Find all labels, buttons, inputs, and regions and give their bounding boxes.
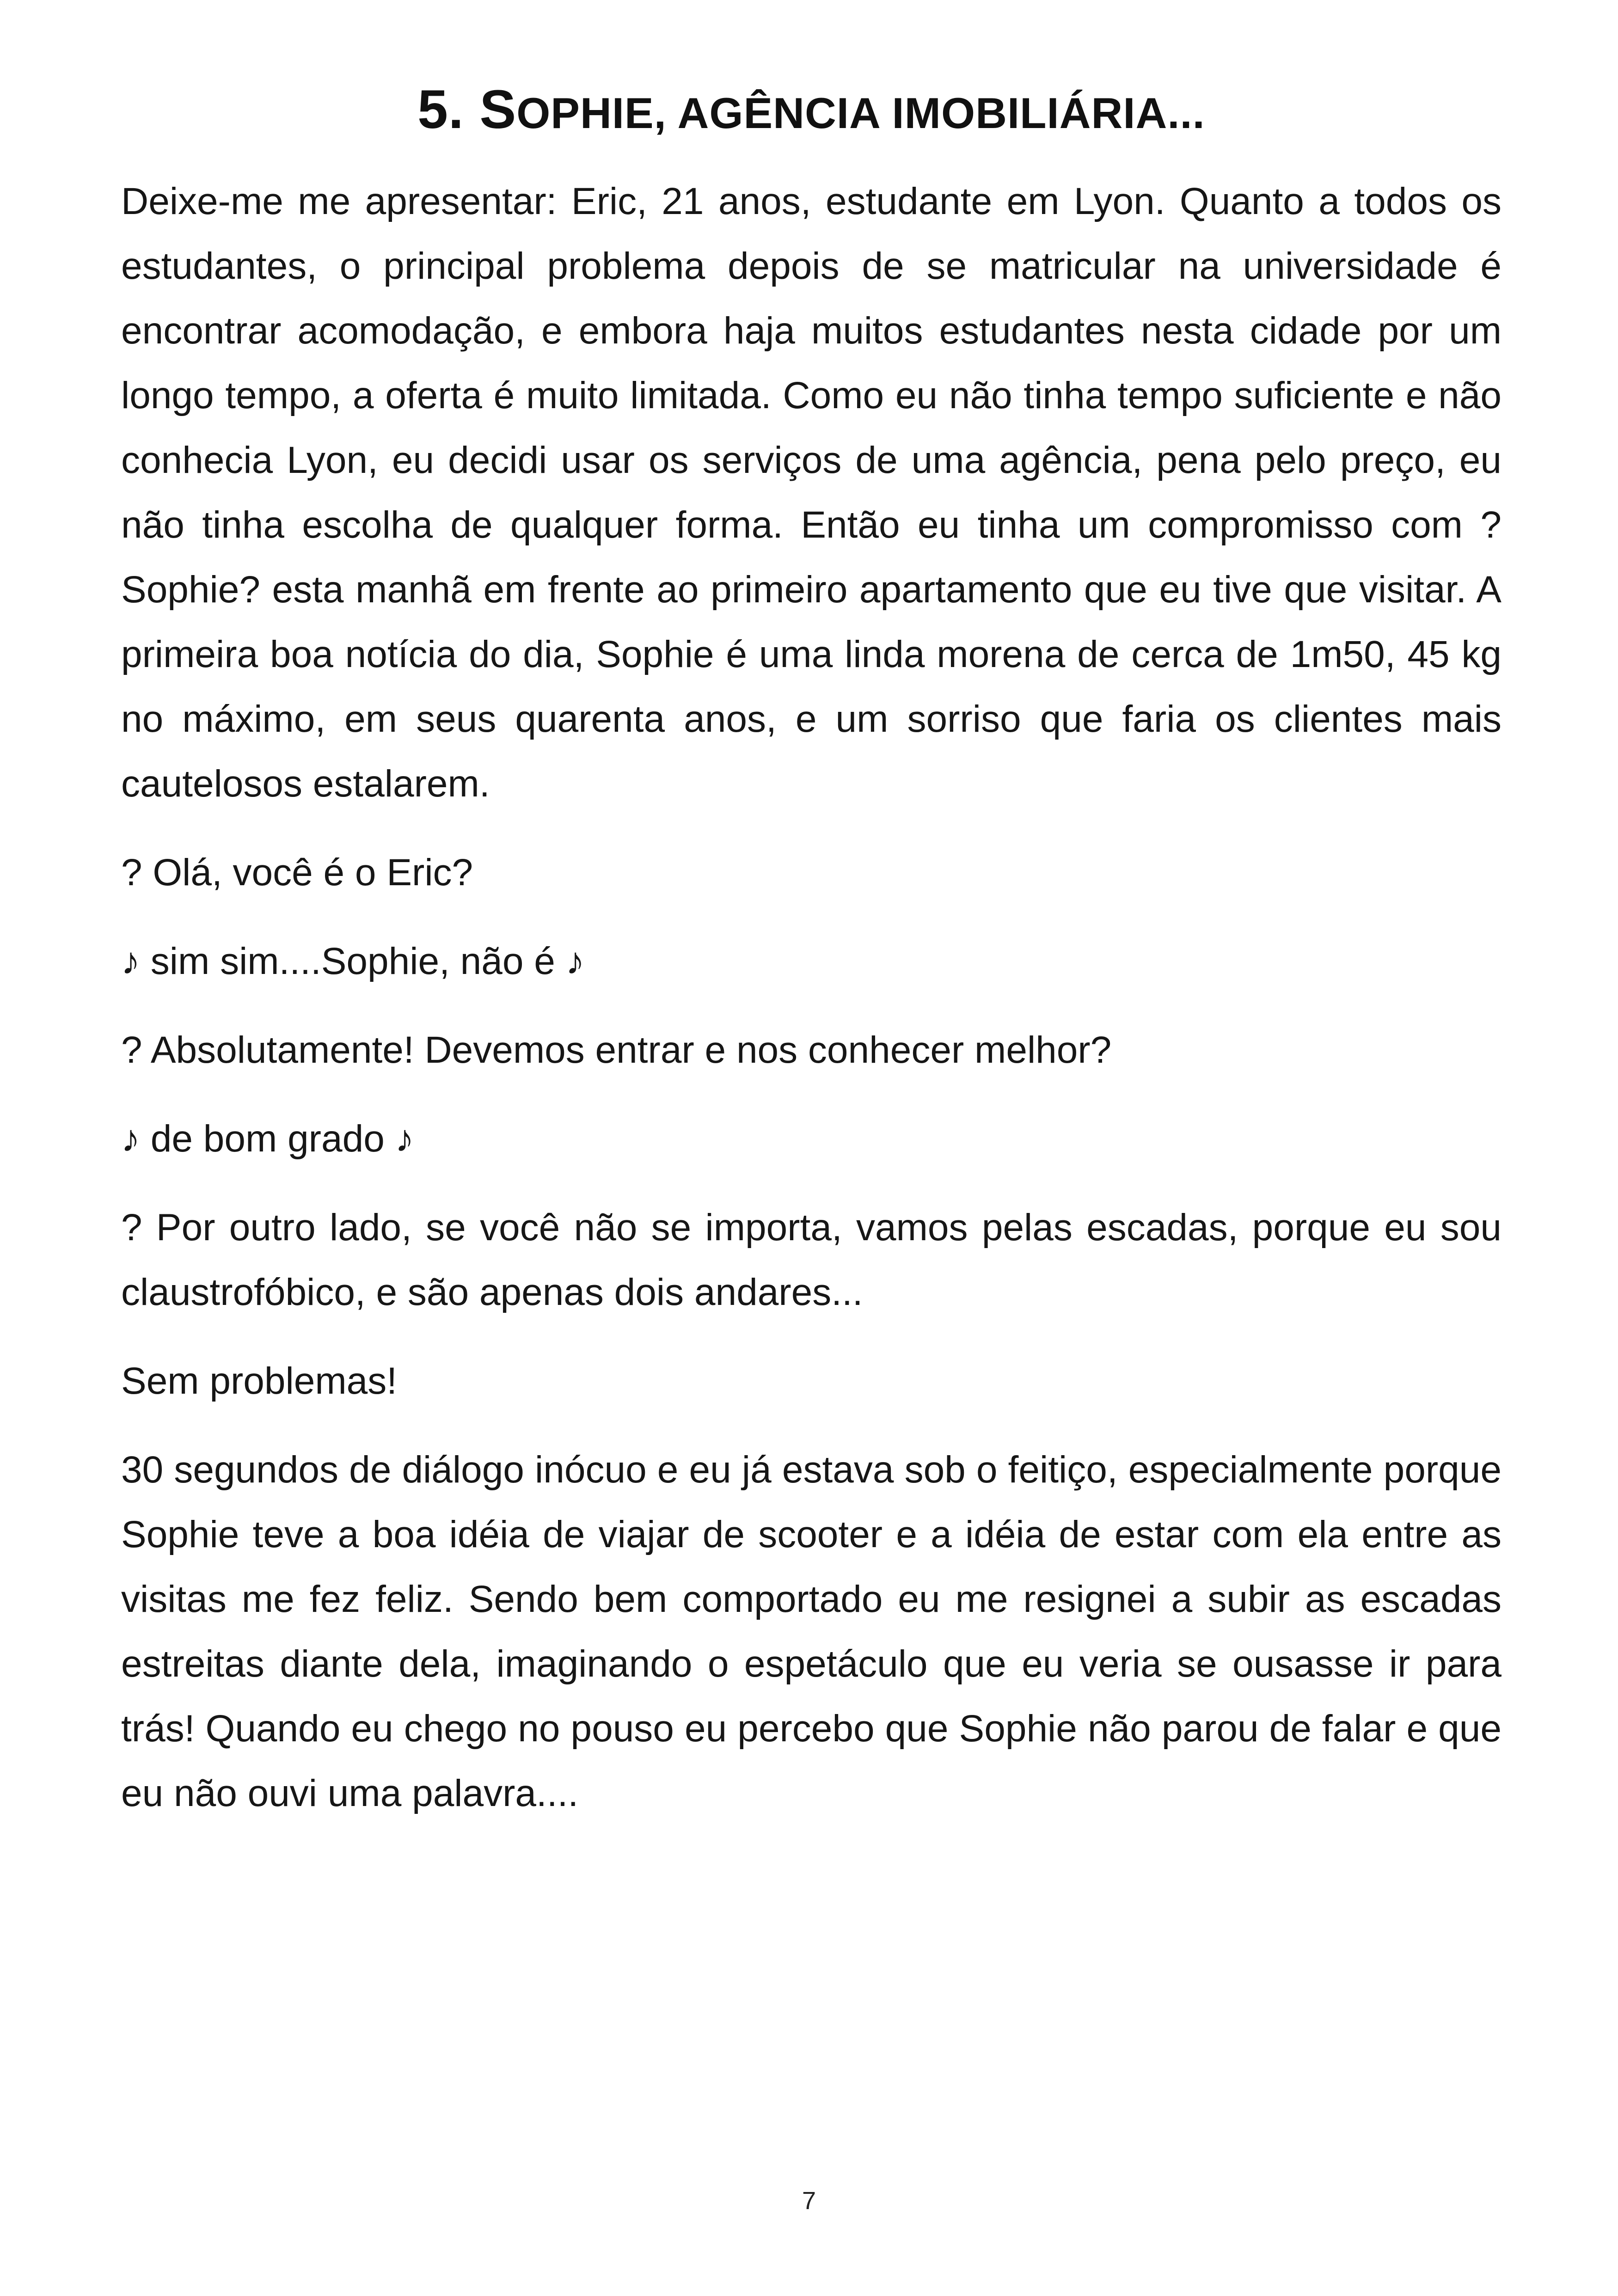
- chapter-title: [121, 79, 1502, 141]
- chapter-title-rest: OPHIE, AGÊNCIA IMOBILIÁRIA...: [516, 89, 1205, 137]
- dialogue-line: ♪ de bom grado ♪: [121, 1117, 414, 1160]
- dialogue-line: ♪ sim sim....Sophie, não é ♪: [121, 940, 585, 982]
- dialogue-line: Sem problemas!: [121, 1359, 398, 1402]
- chapter-number: 5.: [417, 79, 464, 140]
- dialogue-line: ? Absolutamente! Devemos entrar e nos conhecer melhor?: [121, 1029, 1112, 1071]
- document-page: [121, 79, 1502, 1850]
- chapter-title-initial: S: [479, 79, 517, 140]
- page-number: 7: [802, 2187, 816, 2215]
- dialogue-line: ? Olá, você é o Eric?: [121, 851, 473, 894]
- paragraph-intro: Deixe-me me apresentar: Eric, 21 anos, estudante em Lyon. Quanto a todos os estudantes, o principal problema depois de se matricular na universidade é encontrar acomodação, e embora haja muitos estudantes nesta cidade por um longo tempo, a oferta é muito limitada. Como eu não tinha tempo suficiente e não conhecia Lyon, eu decidi usar os serviços de uma agência, pena pelo preço, eu não tinha escolha de qualquer forma. Então eu tinha um compromisso com ? Sophie? esta manhã em frente ao primeiro apartamento que eu tive que visitar. A primeira boa notícia do dia, Sophie é uma linda morena de cerca de 1m50, 45 kg no máximo, em seus quarenta anos, e um sorriso que faria os clientes mais cautelosos estalarem.: [121, 180, 1502, 805]
- dialogue-line: ? Por outro lado, se você não se importa, vamos pelas escadas, porque eu sou claustrofóbico, e são apenas dois andares...: [121, 1206, 1502, 1313]
- paragraph-narration: 30 segundos de diálogo inócuo e eu já estava sob o feitiço, especialmente porque Sophie teve a boa idéia de viajar de scooter e a idéia de estar com ela entre as visitas me fez feliz. Sendo bem comportado eu me resignei a subir as escadas estreitas diante dela, imaginando o espetáculo que eu veria se ousasse ir para trás! Quando eu chego no pouso eu percebo que Sophie não parou de falar e que eu não ouvi uma palavra....: [121, 1448, 1502, 1814]
